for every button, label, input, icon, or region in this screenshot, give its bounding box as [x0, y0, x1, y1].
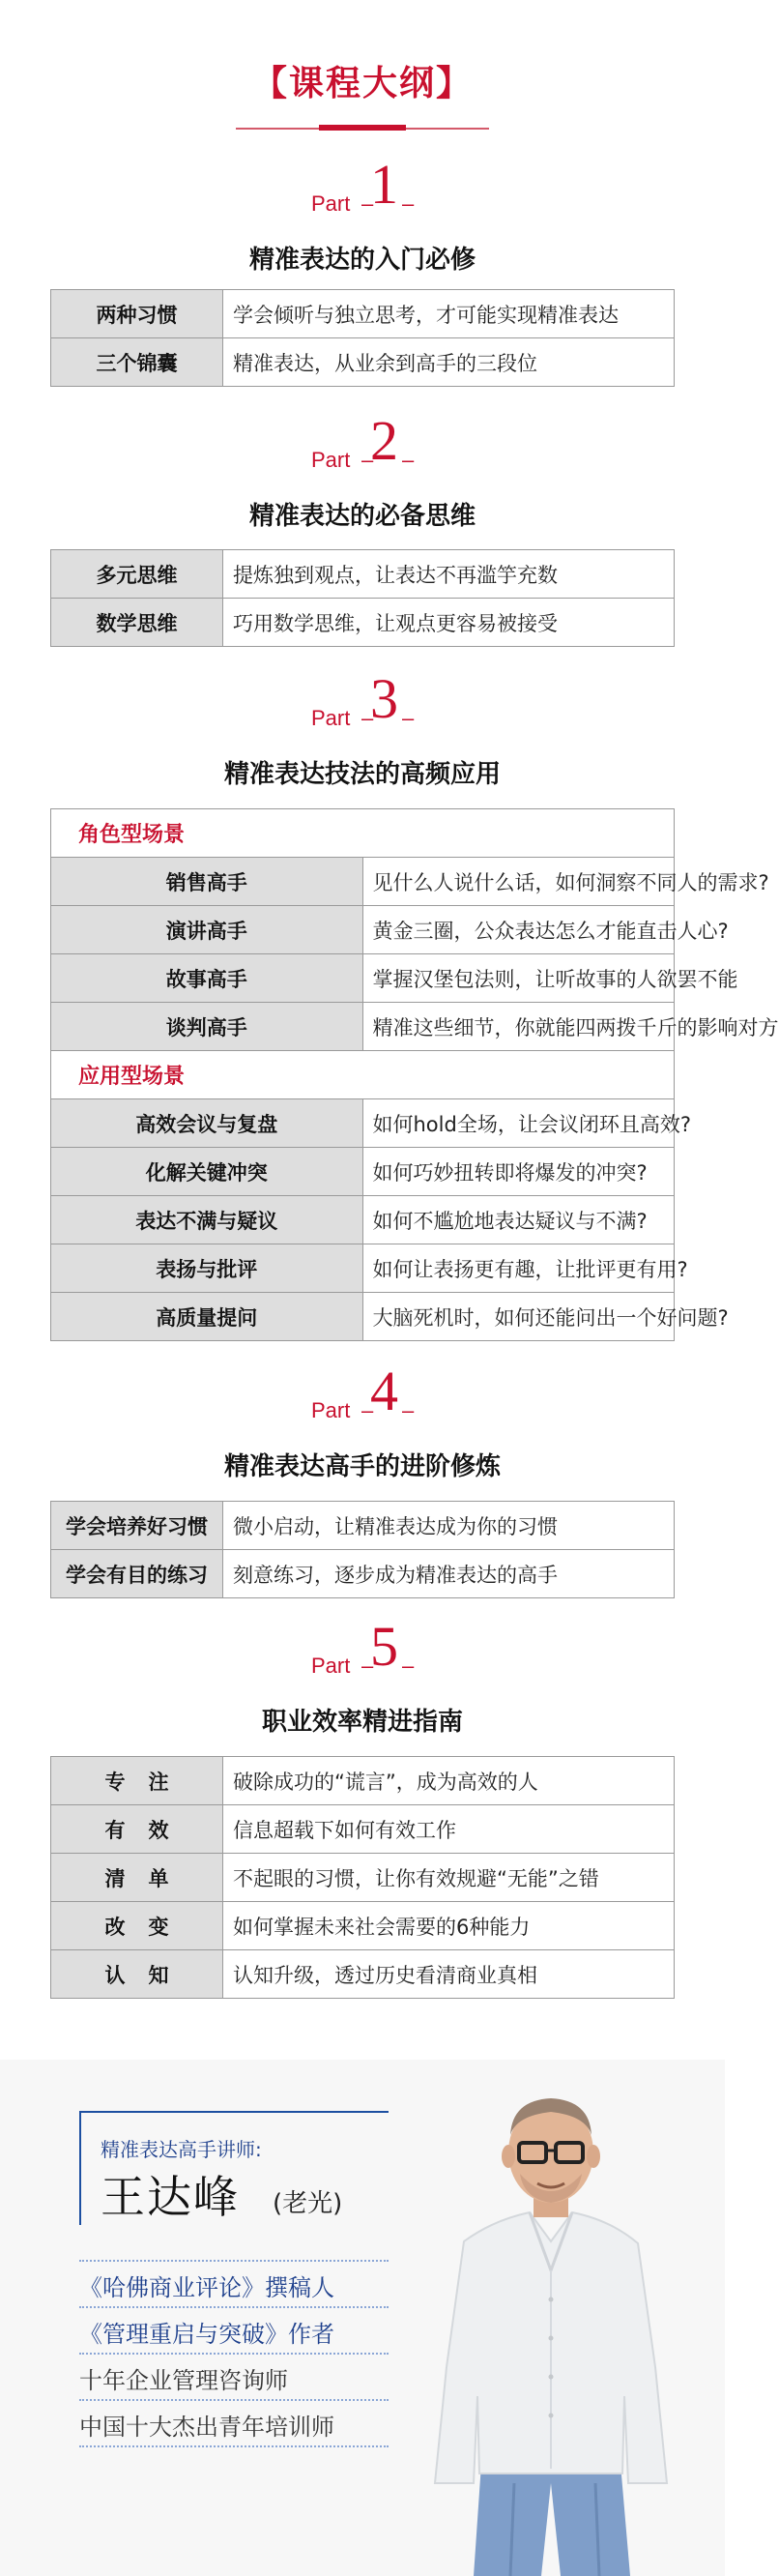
part-4-heading — [0, 1360, 725, 1431]
row-key: 三个锦囊 — [51, 338, 223, 387]
row-key: 清单 — [51, 1854, 223, 1902]
part-label: Part — [311, 1398, 351, 1422]
part-title: 精准表达的必备思维 — [248, 502, 476, 531]
row-key: 学会有目的练习 — [51, 1550, 223, 1598]
table-row — [51, 290, 675, 338]
row-key: 有效 — [51, 1805, 223, 1854]
title-divider-accent — [319, 125, 406, 131]
row-value: 大脑死机时，如何还能问出一个好问题? — [362, 1293, 675, 1341]
table-row — [51, 1502, 675, 1550]
section-label-application: 应用型场景 — [51, 1051, 675, 1099]
row-key: 销售高手 — [51, 858, 363, 906]
bio-frame-line — [79, 2111, 81, 2225]
row-value: 掌握汉堡包法则，让听故事的人欲罢不能 — [362, 954, 675, 1003]
part-title: 精准表达高手的进阶修炼 — [223, 1452, 501, 1481]
part-dash-icon: – — [402, 191, 415, 216]
part-label: Part — [311, 1654, 351, 1678]
table-row — [51, 550, 675, 599]
part-number: 5 — [370, 1615, 398, 1678]
section-row — [51, 1051, 675, 1099]
row-value: 刻意练习，逐步成为精准表达的高手 — [223, 1550, 675, 1598]
row-value: 如何掌握未来社会需要的6种能力 — [223, 1902, 675, 1950]
row-value: 提炼独到观点，让表达不再滥竽充数 — [223, 550, 675, 599]
part-dash-icon: – — [361, 448, 374, 472]
row-key: 谈判高手 — [51, 1003, 363, 1051]
credential-item: 《哈佛商业评论》撰稿人 — [79, 2274, 334, 2301]
part-title: 精准表达技法的高频应用 — [223, 760, 501, 789]
row-value: 如何巧妙扭转即将爆发的冲突? — [362, 1148, 675, 1196]
part-5-table — [50, 1756, 675, 1999]
part-5-heading — [0, 1615, 725, 1686]
part-4-section — [0, 1360, 725, 1481]
row-value: 见什么人说什么话，如何洞察不同人的需求? — [362, 858, 675, 906]
part-dash-icon: – — [402, 448, 415, 472]
row-key: 改变 — [51, 1902, 223, 1950]
row-key: 演讲高手 — [51, 906, 363, 954]
row-value: 精准表达，从业余到高手的三段位 — [223, 338, 675, 387]
table-row — [51, 1196, 675, 1244]
instructor-name: 王达峰 — [101, 2171, 240, 2223]
part-4-table — [50, 1501, 675, 1598]
row-key: 数学思维 — [51, 599, 223, 647]
row-key: 多元思维 — [51, 550, 223, 599]
instructor-nickname: (老光) — [273, 2189, 343, 2218]
row-value: 学会倾听与独立思考，才可能实现精准表达 — [223, 290, 675, 338]
credential-item: 《管理重启与突破》作者 — [79, 2321, 334, 2348]
instructor-photo — [406, 2077, 696, 2576]
table-row — [51, 1003, 675, 1051]
part-3-section — [0, 667, 725, 789]
part-dash-icon: – — [361, 191, 374, 216]
dotted-divider — [79, 2306, 389, 2308]
part-dash-icon: – — [402, 706, 415, 730]
row-key: 高效会议与复盘 — [51, 1099, 363, 1148]
part-1-heading — [0, 153, 725, 224]
part-dash-icon: – — [402, 1398, 415, 1422]
dotted-divider — [79, 2260, 389, 2262]
part-number: 1 — [370, 153, 398, 216]
table-row — [51, 1902, 675, 1950]
dotted-divider — [79, 2399, 389, 2401]
table-row — [51, 1805, 675, 1854]
part-number: 2 — [370, 409, 398, 472]
part-number: 3 — [370, 667, 398, 730]
row-key: 高质量提问 — [51, 1293, 363, 1341]
part-label: Part — [311, 191, 351, 216]
row-value: 如何hold全场，让会议闭环且高效? — [362, 1099, 675, 1148]
part-1-table — [50, 289, 675, 387]
table-row — [51, 858, 675, 906]
table-row — [51, 1757, 675, 1805]
dotted-divider — [79, 2445, 389, 2447]
part-dash-icon: – — [402, 1654, 415, 1678]
part-2-heading — [0, 409, 725, 481]
table-row — [51, 599, 675, 647]
section-label-role: 角色型场景 — [51, 809, 675, 858]
dotted-divider — [79, 2353, 389, 2355]
part-label: Part — [311, 706, 351, 730]
credential-item: 十年企业管理咨询师 — [79, 2367, 288, 2394]
row-key: 表达不满与疑议 — [51, 1196, 363, 1244]
row-value: 破除成功的“谎言”，成为高效的人 — [223, 1757, 675, 1805]
row-key: 故事高手 — [51, 954, 363, 1003]
page-title: 【课程大纲】 — [251, 64, 473, 103]
part-5-section — [0, 1615, 725, 1737]
table-row — [51, 1550, 675, 1598]
row-value: 巧用数学思维，让观点更容易被接受 — [223, 599, 675, 647]
part-2-table — [50, 549, 675, 647]
table-row — [51, 1854, 675, 1902]
part-number: 4 — [370, 1360, 398, 1422]
row-key: 表扬与批评 — [51, 1244, 363, 1293]
part-2-section — [0, 409, 725, 531]
row-key: 学会培养好习惯 — [51, 1502, 223, 1550]
row-key: 化解关键冲突 — [51, 1148, 363, 1196]
row-key: 两种习惯 — [51, 290, 223, 338]
bio-frame-line — [79, 2111, 389, 2113]
row-value: 精准这些细节，你就能四两拨千斤的影响对方 — [362, 1003, 675, 1051]
credential-item: 中国十大杰出青年培训师 — [79, 2414, 334, 2441]
table-row — [51, 1148, 675, 1196]
row-value: 信息超载下如何有效工作 — [223, 1805, 675, 1854]
table-row — [51, 1293, 675, 1341]
row-value: 不起眼的习惯，让你有效规避“无能”之错 — [223, 1854, 675, 1902]
part-dash-icon: – — [361, 1654, 374, 1678]
part-3-heading — [0, 667, 725, 739]
table-row — [51, 954, 675, 1003]
part-3-table — [50, 808, 779, 1341]
row-key: 专注 — [51, 1757, 223, 1805]
row-value: 认知升级，透过历史看清商业真相 — [223, 1950, 675, 1999]
part-dash-icon: – — [361, 706, 374, 730]
part-title: 精准表达的入门必修 — [248, 246, 476, 275]
table-row — [51, 1950, 675, 1999]
row-key: 认知 — [51, 1950, 223, 1999]
row-value: 微小启动，让精准表达成为你的习惯 — [223, 1502, 675, 1550]
row-value: 如何让表扬更有趣，让批评更有用? — [362, 1244, 675, 1293]
table-row — [51, 338, 675, 387]
part-1-section — [0, 153, 725, 275]
instructor-label: 精准表达高手讲师: — [101, 2138, 262, 2161]
section-row — [51, 809, 675, 858]
row-value: 如何不尴尬地表达疑议与不满? — [362, 1196, 675, 1244]
table-row — [51, 906, 675, 954]
table-row — [51, 1244, 675, 1293]
row-value: 黄金三圈，公众表达怎么才能直击人心? — [362, 906, 675, 954]
part-dash-icon: – — [361, 1398, 374, 1422]
part-title: 职业效率精进指南 — [261, 1708, 463, 1737]
part-label: Part — [311, 448, 351, 472]
table-row — [51, 1099, 675, 1148]
